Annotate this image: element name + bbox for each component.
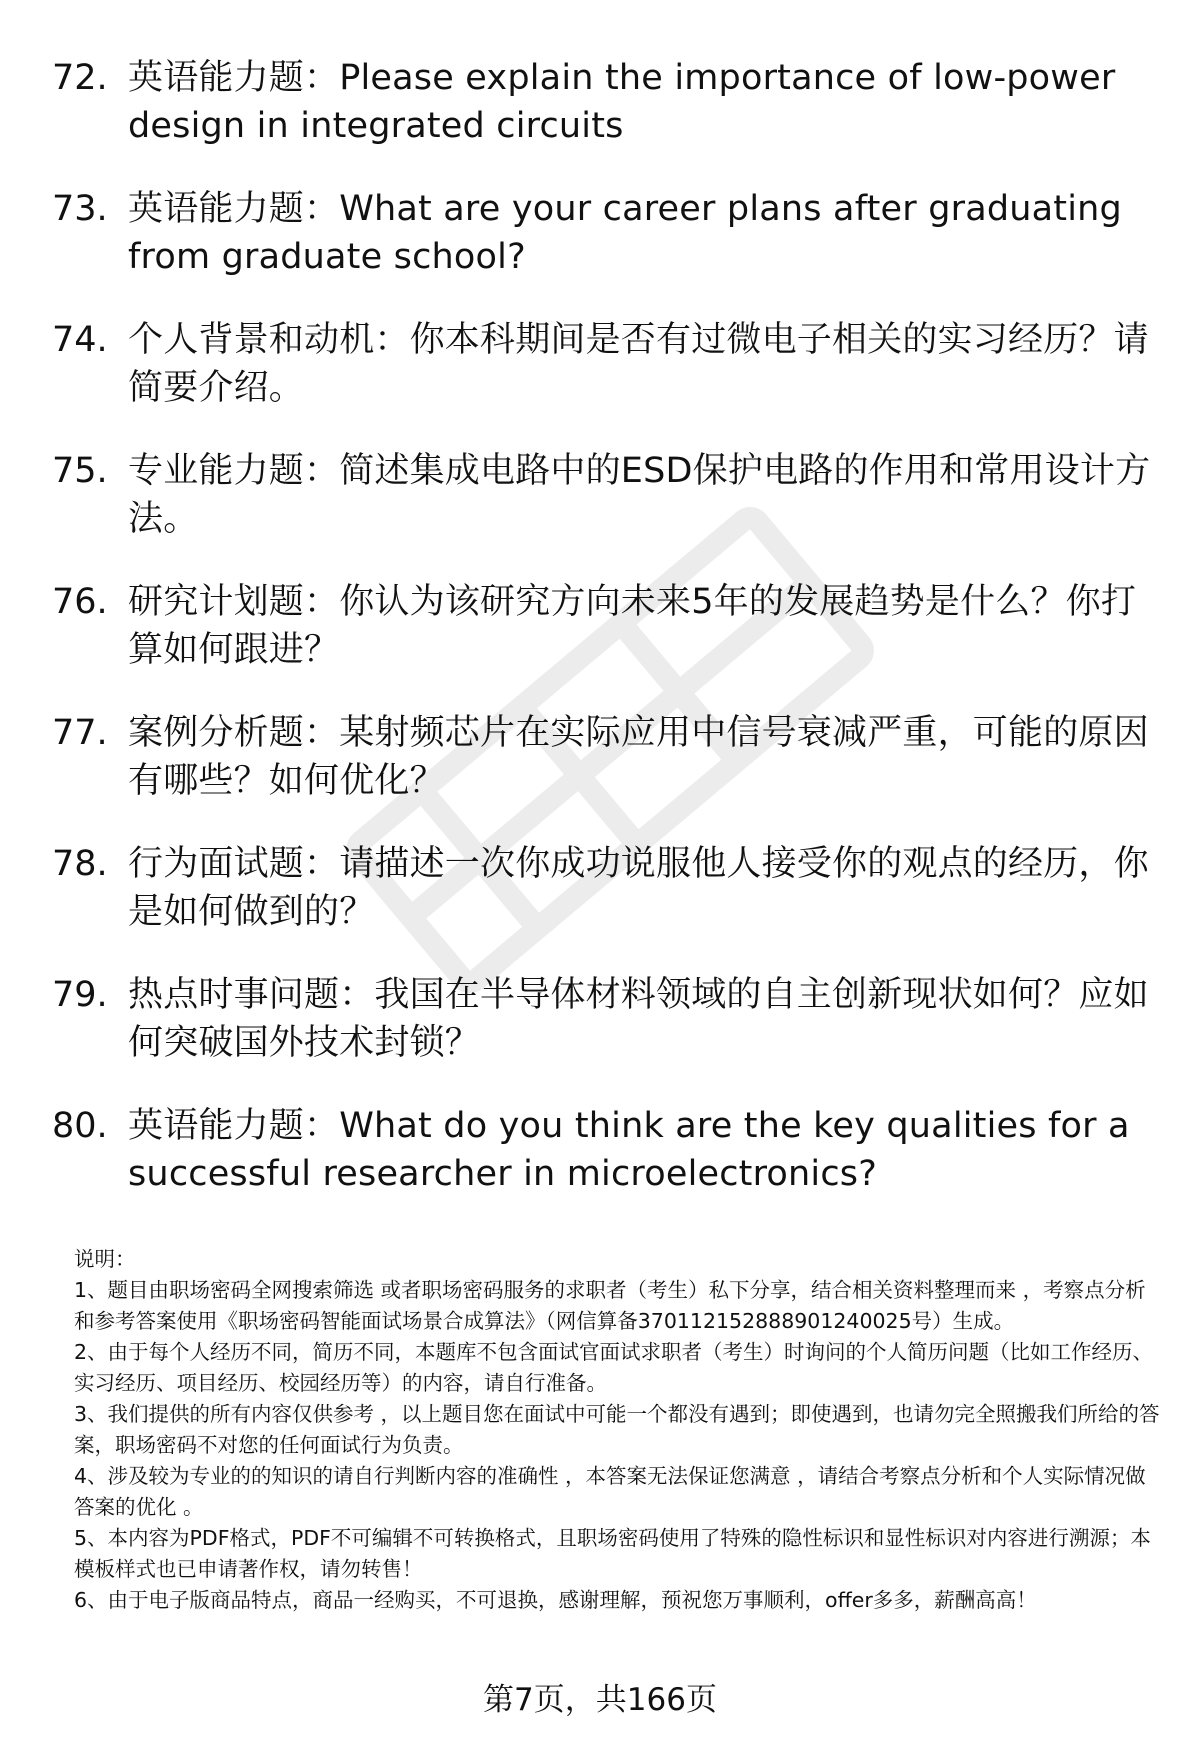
question-number: 72. — [52, 58, 108, 98]
notes-heading: 说明： — [74, 1247, 136, 1271]
notes-list — [74, 1275, 1160, 1616]
question-item — [52, 709, 1162, 805]
question-item — [52, 185, 1162, 281]
note-line: 4、涉及较为专业的的知识的请自行判断内容的准确性 ，本答案无法保证您满意 ，请结合考察点分析和个人实际情况做答案的优化 。 — [74, 1464, 1146, 1519]
notes-section — [74, 1244, 1160, 1616]
question-item — [52, 578, 1162, 674]
page-number: 第7页，共166页 — [483, 1682, 717, 1718]
question-item — [52, 971, 1162, 1067]
note-line: 1、题目由职场密码全网搜索筛选 或者职场密码服务的求职者（考生）私下分享，结合相关资料整理而来 ，考察点分析和参考答案使用《职场密码智能面试场景合成算法》（网信算备370112152888901240025号）生成。 — [74, 1278, 1146, 1333]
question-number: 76. — [52, 582, 108, 622]
note-line: 2、由于每个人经历不同，简历不同，本题库不包含面试官面试求职者（考生）时询问的个人简历问题（比如工作经历、实习经历、项目经历、校园经历等）的内容，请自行准备。 — [74, 1340, 1154, 1395]
question-number: 74. — [52, 320, 108, 360]
question-text: 行为面试题：请描述一次你成功说服他人接受你的观点的经历，你是如何做到的？ — [128, 844, 1149, 932]
question-text: 案例分析题：某射频芯片在实际应用中信号衰减严重，可能的原因有哪些？如何优化？ — [128, 713, 1149, 801]
note-line: 6、由于电子版商品特点，商品一经购买，不可退换，感谢理解，预祝您万事顺利，offer多多，薪酬高高！ — [74, 1588, 1037, 1612]
question-number: 73. — [52, 189, 108, 229]
question-number: 80. — [52, 1106, 108, 1146]
question-item — [52, 447, 1162, 543]
question-list — [52, 54, 1162, 1233]
question-text: 英语能力题：What are your career plans after graduating from graduate school? — [128, 189, 1122, 277]
question-text: 英语能力题：Please explain the importance of low-power design in integrated circuits — [128, 58, 1116, 146]
question-number: 77. — [52, 713, 108, 753]
question-item — [52, 54, 1162, 150]
question-text: 个人背景和动机：你本科期间是否有过微电子相关的实习经历？请简要介绍。 — [128, 320, 1149, 408]
question-item — [52, 316, 1162, 412]
question-number: 75. — [52, 451, 108, 491]
question-number: 79. — [52, 975, 108, 1015]
question-text: 研究计划题：你认为该研究方向未来5年的发展趋势是什么？你打算如何跟进？ — [128, 582, 1137, 670]
note-line: 3、我们提供的所有内容仅供参考 ，以上题目您在面试中可能一个都没有遇到；即使遇到，也请勿完全照搬我们所给的答案，职场密码不对您的任何面试行为负责。 — [74, 1402, 1160, 1457]
note-line: 5、本内容为PDF格式，PDF不可编辑不可转换格式，且职场密码使用了特殊的隐性标识和显性标识对内容进行溯源；本模板样式也已申请著作权，请勿转售！ — [74, 1526, 1151, 1581]
question-item — [52, 1102, 1162, 1198]
question-number: 78. — [52, 844, 108, 884]
question-text: 热点时事问题：我国在半导体材料领域的自主创新现状如何？应如何突破国外技术封锁？ — [128, 975, 1149, 1063]
question-item — [52, 840, 1162, 936]
question-text: 英语能力题：What do you think are the key qualities for a successful researcher in microelectronics? — [128, 1106, 1130, 1194]
question-text: 专业能力题：简述集成电路中的ESD保护电路的作用和常用设计方法。 — [128, 451, 1151, 539]
